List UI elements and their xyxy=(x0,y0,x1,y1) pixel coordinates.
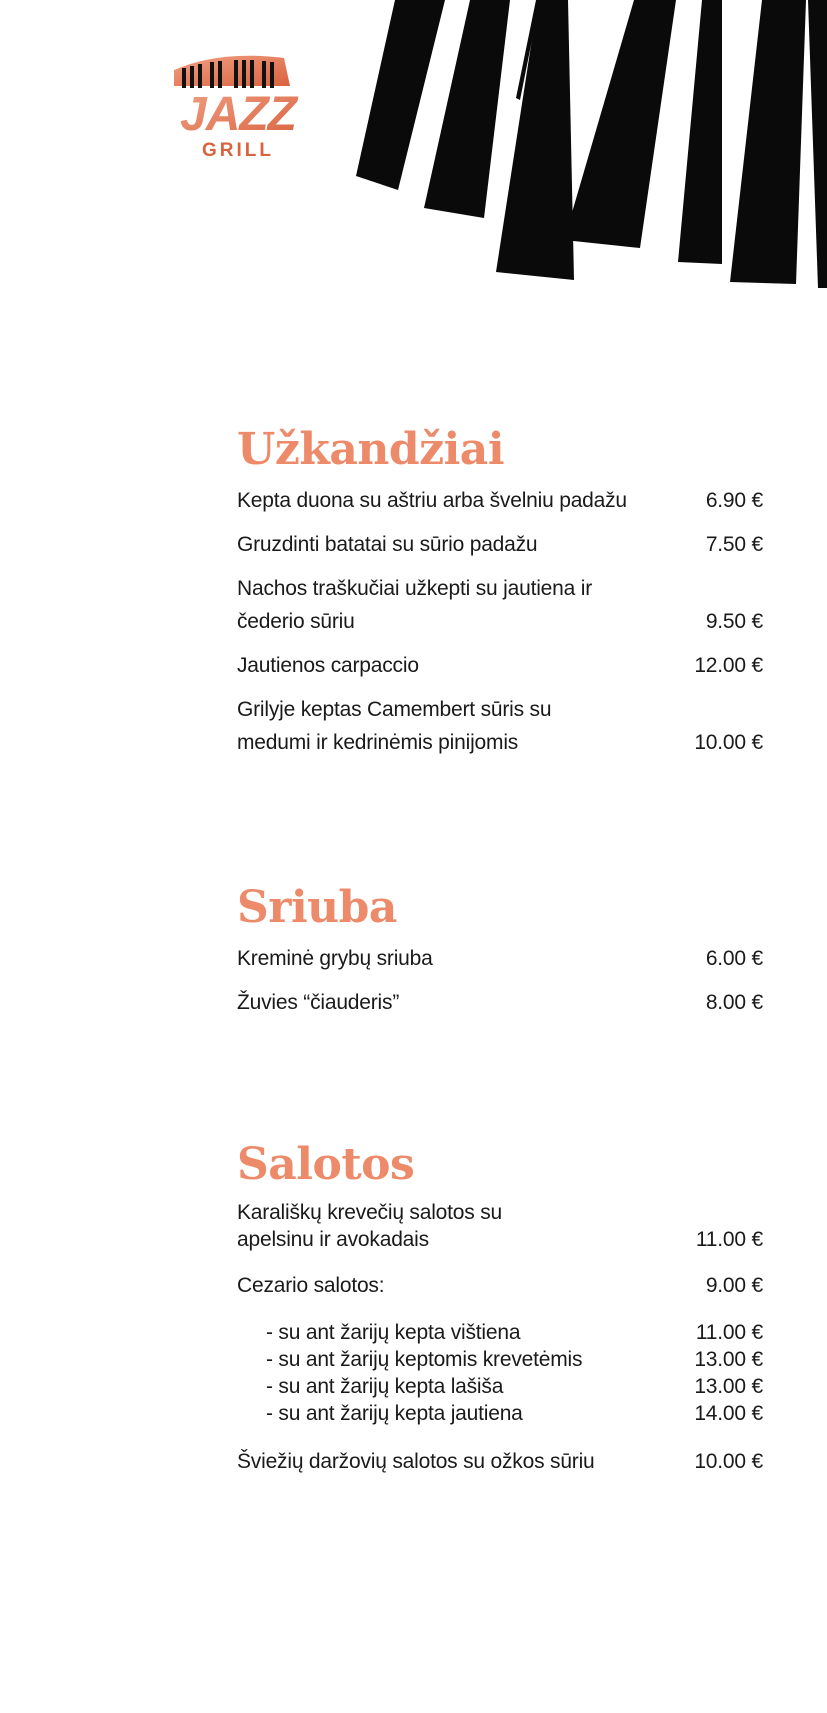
item-name: Kreminė grybų sriuba xyxy=(237,947,433,970)
menu-item xyxy=(237,693,763,759)
menu-item xyxy=(237,986,763,1019)
jazz-grill-logo xyxy=(160,52,316,164)
item-name-line1: Nachos traškučiai užkepti su jautiena ir xyxy=(237,577,593,600)
menu-item xyxy=(237,942,763,975)
piano-key xyxy=(496,0,574,280)
section-soup xyxy=(237,882,763,1019)
item-name-line2: čederio sūriu xyxy=(237,610,355,633)
item-price: 13.00 € xyxy=(694,1375,763,1398)
menu-item xyxy=(237,1199,763,1253)
item-price: 11.00 € xyxy=(695,1228,763,1251)
menu-item xyxy=(237,649,763,682)
item-price: 6.00 € xyxy=(705,947,763,970)
sub-item xyxy=(237,1319,763,1346)
menu-item xyxy=(237,1269,763,1302)
menu-item xyxy=(237,528,763,561)
piano-key xyxy=(564,0,676,248)
section-title: Salotos xyxy=(237,1139,415,1190)
menu-item xyxy=(237,1445,763,1478)
logo-word: JAZZ xyxy=(180,88,296,141)
section-title: Sriuba xyxy=(237,882,397,933)
piano-key xyxy=(808,0,827,288)
item-name-line1: Karališkų krevečių salotos su xyxy=(237,1201,502,1224)
sub-item xyxy=(237,1373,763,1400)
item-price: 9.50 € xyxy=(705,610,763,633)
item-name: Kepta duona su aštriu arba švelniu padažu xyxy=(237,489,627,512)
item-name: - su ant žarijų kepta vištiena xyxy=(266,1321,521,1344)
logo-keyboard-icon xyxy=(174,56,290,88)
sub-item xyxy=(237,1346,763,1373)
item-price: 9.00 € xyxy=(705,1274,763,1297)
item-name: Žuvies “čiauderis” xyxy=(237,991,400,1014)
menu-item xyxy=(237,572,763,638)
piano-key xyxy=(356,0,445,190)
item-price: 12.00 € xyxy=(694,654,763,677)
item-name: Jautienos carpaccio xyxy=(237,654,419,677)
item-price: 8.00 € xyxy=(705,991,763,1014)
item-price: 10.00 € xyxy=(694,1450,763,1473)
section-appetizers xyxy=(237,424,763,759)
menu-item xyxy=(237,484,763,517)
item-name: Gruzdinti batatai su sūrio padažu xyxy=(237,533,538,556)
item-name: Cezario salotos: xyxy=(237,1274,385,1297)
item-name: - su ant žarijų keptomis krevetėmis xyxy=(266,1348,583,1371)
item-price: 10.00 € xyxy=(694,731,763,754)
sub-item xyxy=(237,1400,763,1427)
item-price: 13.00 € xyxy=(694,1348,763,1371)
item-name-line2: medumi ir kedrinėmis pinijomis xyxy=(237,731,519,754)
piano-keys-decoration xyxy=(350,0,827,300)
item-price: 14.00 € xyxy=(694,1402,763,1425)
item-name: - su ant žarijų kepta jautiena xyxy=(266,1402,523,1425)
piano-key xyxy=(730,0,806,284)
item-price: 7.50 € xyxy=(705,533,763,556)
item-name-line2: apelsinu ir avokadais xyxy=(237,1228,429,1251)
section-title: Užkandžiai xyxy=(237,424,505,475)
item-price: 11.00 € xyxy=(695,1321,763,1344)
item-name: - su ant žarijų kepta lašiša xyxy=(266,1375,504,1398)
item-name-line1: Grilyje keptas Camembert sūris su xyxy=(237,698,552,721)
piano-key xyxy=(678,0,722,264)
section-salads xyxy=(237,1139,763,1478)
item-name: Šviežių daržovių salotos su ožkos sūriu xyxy=(237,1450,595,1473)
item-price: 6.90 € xyxy=(705,489,763,512)
logo-sub: GRILL xyxy=(202,140,274,161)
